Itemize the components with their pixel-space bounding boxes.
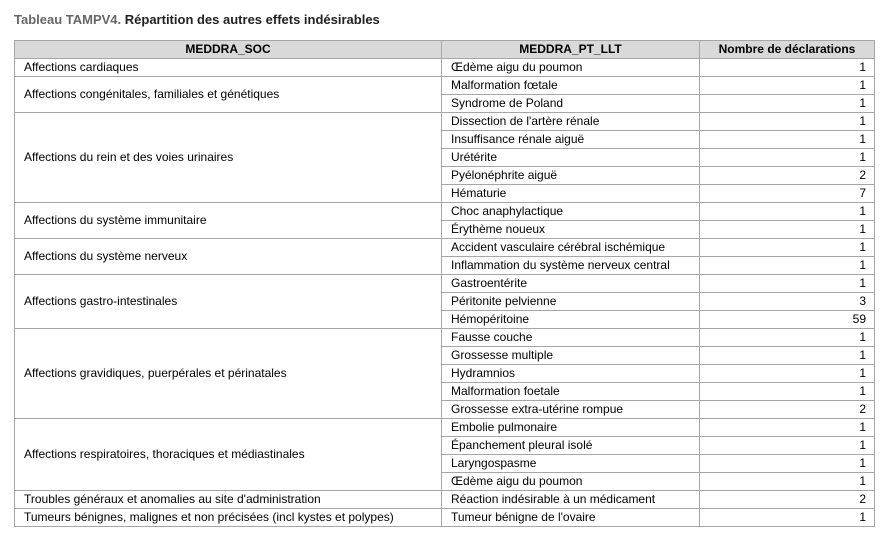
count-cell: 2 [700, 167, 875, 185]
count-cell: 1 [700, 257, 875, 275]
pt-llt-cell: Fausse couche [442, 329, 700, 347]
header-nombre-declarations: Nombre de déclarations [700, 41, 875, 59]
count-cell: 1 [700, 383, 875, 401]
count-cell: 1 [700, 509, 875, 527]
caption-label: Tableau TAMPV4. [14, 12, 122, 27]
pt-llt-cell: Accident vasculaire cérébral ischémique [442, 239, 700, 257]
table-row [15, 59, 875, 77]
soc-cell: Tumeurs bénignes, malignes et non précisées (incl kystes et polypes) [15, 509, 442, 527]
table-caption [14, 12, 380, 27]
count-cell: 59 [700, 311, 875, 329]
pt-llt-cell: Insuffisance rénale aiguë [442, 131, 700, 149]
soc-cell: Affections gastro-intestinales [15, 275, 442, 329]
soc-cell: Affections gravidiques, puerpérales et périnatales [15, 329, 442, 419]
table-row [15, 419, 875, 437]
pt-llt-cell: Œdème aigu du poumon [442, 59, 700, 77]
count-cell: 7 [700, 185, 875, 203]
pt-llt-cell: Embolie pulmonaire [442, 419, 700, 437]
pt-llt-cell: Hématurie [442, 185, 700, 203]
caption-title: Répartition des autres effets indésirables [121, 12, 380, 27]
count-cell: 1 [700, 149, 875, 167]
pt-llt-cell: Grossesse extra-utérine rompue [442, 401, 700, 419]
soc-cell: Affections respiratoires, thoraciques et médiastinales [15, 419, 442, 491]
pt-llt-cell: Urétérite [442, 149, 700, 167]
pt-llt-cell: Pyélonéphrite aiguë [442, 167, 700, 185]
pt-llt-cell: Épanchement pleural isolé [442, 437, 700, 455]
count-cell: 1 [700, 419, 875, 437]
table-row [15, 509, 875, 527]
count-cell: 1 [700, 329, 875, 347]
pt-llt-cell: Syndrome de Poland [442, 95, 700, 113]
table-row [15, 491, 875, 509]
pt-llt-cell: Grossesse multiple [442, 347, 700, 365]
count-cell: 1 [700, 239, 875, 257]
pt-llt-cell: Gastroentérite [442, 275, 700, 293]
pt-llt-cell: Réaction indésirable à un médicament [442, 491, 700, 509]
pt-llt-cell: Hémopéritoine [442, 311, 700, 329]
table-body [15, 59, 875, 527]
table-row [15, 275, 875, 293]
count-cell: 1 [700, 203, 875, 221]
pt-llt-cell: Choc anaphylactique [442, 203, 700, 221]
count-cell: 1 [700, 275, 875, 293]
table-row [15, 77, 875, 95]
table-row [15, 329, 875, 347]
table-row [15, 203, 875, 221]
soc-cell: Affections congénitales, familiales et génétiques [15, 77, 442, 113]
effects-table [14, 40, 875, 527]
soc-cell: Affections du système nerveux [15, 239, 442, 275]
count-cell: 2 [700, 491, 875, 509]
pt-llt-cell: Malformation fœtale [442, 77, 700, 95]
count-cell: 1 [700, 221, 875, 239]
count-cell: 3 [700, 293, 875, 311]
soc-cell: Affections du système immunitaire [15, 203, 442, 239]
count-cell: 2 [700, 401, 875, 419]
count-cell: 1 [700, 59, 875, 77]
pt-llt-cell: Tumeur bénigne de l'ovaire [442, 509, 700, 527]
count-cell: 1 [700, 437, 875, 455]
header-meddra-soc: MEDDRA_SOC [15, 41, 442, 59]
pt-llt-cell: Œdème aigu du poumon [442, 473, 700, 491]
header-meddra-pt-llt: MEDDRA_PT_LLT [442, 41, 700, 59]
table-row [15, 113, 875, 131]
count-cell: 1 [700, 347, 875, 365]
count-cell: 1 [700, 473, 875, 491]
count-cell: 1 [700, 113, 875, 131]
count-cell: 1 [700, 455, 875, 473]
pt-llt-cell: Péritonite pelvienne [442, 293, 700, 311]
soc-cell: Affections cardiaques [15, 59, 442, 77]
pt-llt-cell: Hydramnios [442, 365, 700, 383]
table-header-row [15, 41, 875, 59]
pt-llt-cell: Laryngospasme [442, 455, 700, 473]
count-cell: 1 [700, 95, 875, 113]
count-cell: 1 [700, 77, 875, 95]
count-cell: 1 [700, 365, 875, 383]
soc-cell: Troubles généraux et anomalies au site d'administration [15, 491, 442, 509]
soc-cell: Affections du rein et des voies urinaires [15, 113, 442, 203]
pt-llt-cell: Inflammation du système nerveux central [442, 257, 700, 275]
pt-llt-cell: Malformation foetale [442, 383, 700, 401]
count-cell: 1 [700, 131, 875, 149]
pt-llt-cell: Dissection de l'artère rénale [442, 113, 700, 131]
pt-llt-cell: Érythème noueux [442, 221, 700, 239]
table-row [15, 239, 875, 257]
